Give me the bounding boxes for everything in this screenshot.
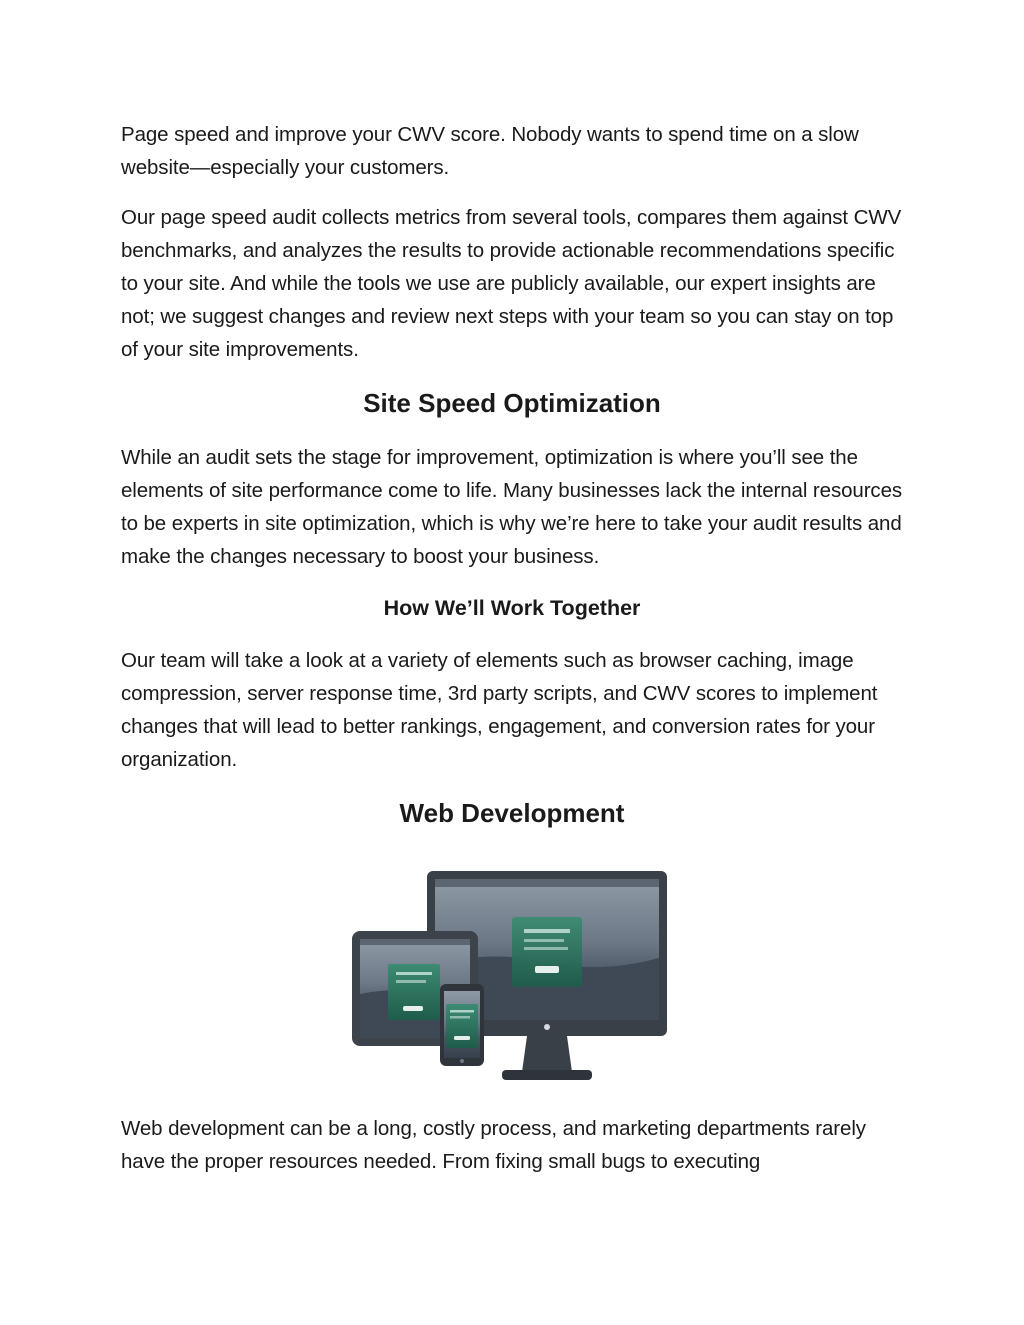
site-speed-heading: Site Speed Optimization [363, 388, 661, 418]
intro-paragraph-2: Our page speed audit collects metrics from several tools, compares them against CWV benchmarks, and analyzes the results to provide actionable recommendations specific to your site. And while the tools we use are publicly available, our expert insights are not; we suggest changes and review next steps with your team so you can stay on top of your site improvements. [121, 206, 902, 361]
site-speed-paragraph: While an audit sets the stage for improvement, optimization is where you’ll see the elements of site performance come to life. Many businesses lack the internal resources to be experts in site optimization, which is why we’re here to take your audit results and make the changes necessary to boost your business. [121, 446, 903, 568]
intro-paragraph-1: Page speed and improve your CWV score. Nobody wants to spend time on a slow website—especially your customers. [121, 123, 859, 179]
web-development-paragraph: Web development can be a long, costly process, and marketing departments rarely have the proper resources needed. From fixing small bugs to executing [121, 1117, 866, 1173]
work-together-paragraph: Our team will take a look at a variety of elements such as browser caching, image compression, server response time, 3rd party scripts, and CWV scores to implement changes that will lead to better rankings, engagement, and conversion rates for your organization. [121, 649, 878, 771]
web-development-heading: Web Development [399, 798, 625, 828]
phone-icon [440, 984, 484, 1066]
responsive-devices-illustration [330, 854, 675, 1094]
work-together-heading: How We’ll Work Together [383, 596, 641, 620]
